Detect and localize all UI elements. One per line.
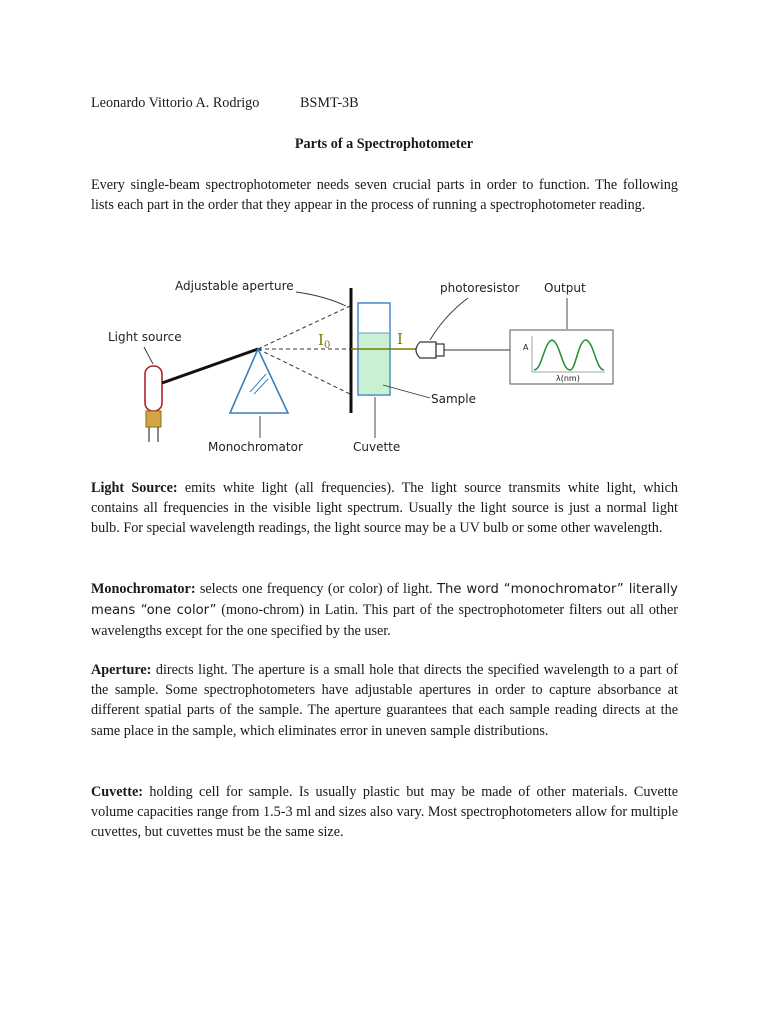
label-monochromator: Monochromator xyxy=(208,440,303,454)
term-aperture: Aperture: xyxy=(91,662,152,678)
output-display xyxy=(510,330,613,384)
axis-a-label: A xyxy=(523,343,529,352)
label-sample: Sample xyxy=(431,392,476,406)
monochromator-prism xyxy=(230,349,288,413)
arrow-aperture xyxy=(296,292,346,306)
desc-monochromator-a: selects one frequency (or color) of light. xyxy=(195,581,437,597)
section-cuvette xyxy=(91,782,678,843)
desc-cuvette: holding cell for sample. Is usually plastic but may be made of other materials. Cuvette volume capacities range from 1.5-3 ml and sizes also vary. Most spectrophotometers allow for multiple cuvettes, but cuvettes must be the same size. xyxy=(91,784,678,841)
term-cuvette: Cuvette: xyxy=(91,784,143,800)
light-source-lamp xyxy=(145,366,162,442)
intro-paragraph: Every single-beam spectrophotometer needs seven crucial parts in order to function. The following lists each part in the order that they appear in the process of running a spectrophotometer reading. xyxy=(91,177,678,214)
desc-monochromator-b: The word “monochromator” literally means “one color” xyxy=(91,582,678,619)
white-light-beam xyxy=(162,349,258,383)
label-i: I xyxy=(397,330,403,348)
author-name: Leonardo Vittorio A. Rodrigo xyxy=(91,95,260,111)
beam-dashed-top xyxy=(258,306,350,349)
desc-light-source: emits white light (all frequencies). The light source transmits white light, which contains all frequencies in the visible light spectrum. Usually the light source is just a normal light bulb. For special wavelength readings, the light source may be a UV bulb or some other wavelength. xyxy=(91,480,678,537)
label-output: Output xyxy=(544,281,586,295)
label-light-source: Light source xyxy=(108,330,182,344)
spectrophotometer-diagram xyxy=(100,270,620,460)
photoresistor xyxy=(416,342,444,358)
section-aperture xyxy=(91,660,678,741)
class-section: BSMT-3B xyxy=(300,95,359,111)
section-monochromator xyxy=(91,579,678,642)
term-monochromator: Monochromator: xyxy=(91,581,196,597)
term-light-source: Light Source: xyxy=(91,480,178,496)
document-title: Parts of a Spectrophotometer xyxy=(294,136,474,152)
label-photoresistor: photoresistor xyxy=(440,281,520,295)
label-cuvette: Cuvette xyxy=(353,440,401,454)
arrow-photoresistor xyxy=(430,298,468,340)
desc-aperture: directs light. The aperture is a small hole that directs the specified wavelength to a part of the sample. Some spectrophotometers have adjustable apertures in order to capture absorbance at different spatial parts of the sample. The aperture guarantees that each sample reading directs at the same place in the sample, which eliminates error in uneven sample distributions. xyxy=(91,662,678,739)
arrow-light-source xyxy=(144,347,153,364)
section-light-source xyxy=(91,478,678,539)
label-adjustable-aperture: Adjustable aperture xyxy=(175,279,294,293)
author-header xyxy=(91,95,359,112)
desc-monochromator-c: (mono-chrom) in Latin. This part of the spectrophotometer filters out all other wavelengths except for the one specified by the user. xyxy=(91,602,678,640)
label-i0: $I_0$ xyxy=(318,331,331,351)
axis-lambda-label: λ(nm) xyxy=(556,374,580,383)
